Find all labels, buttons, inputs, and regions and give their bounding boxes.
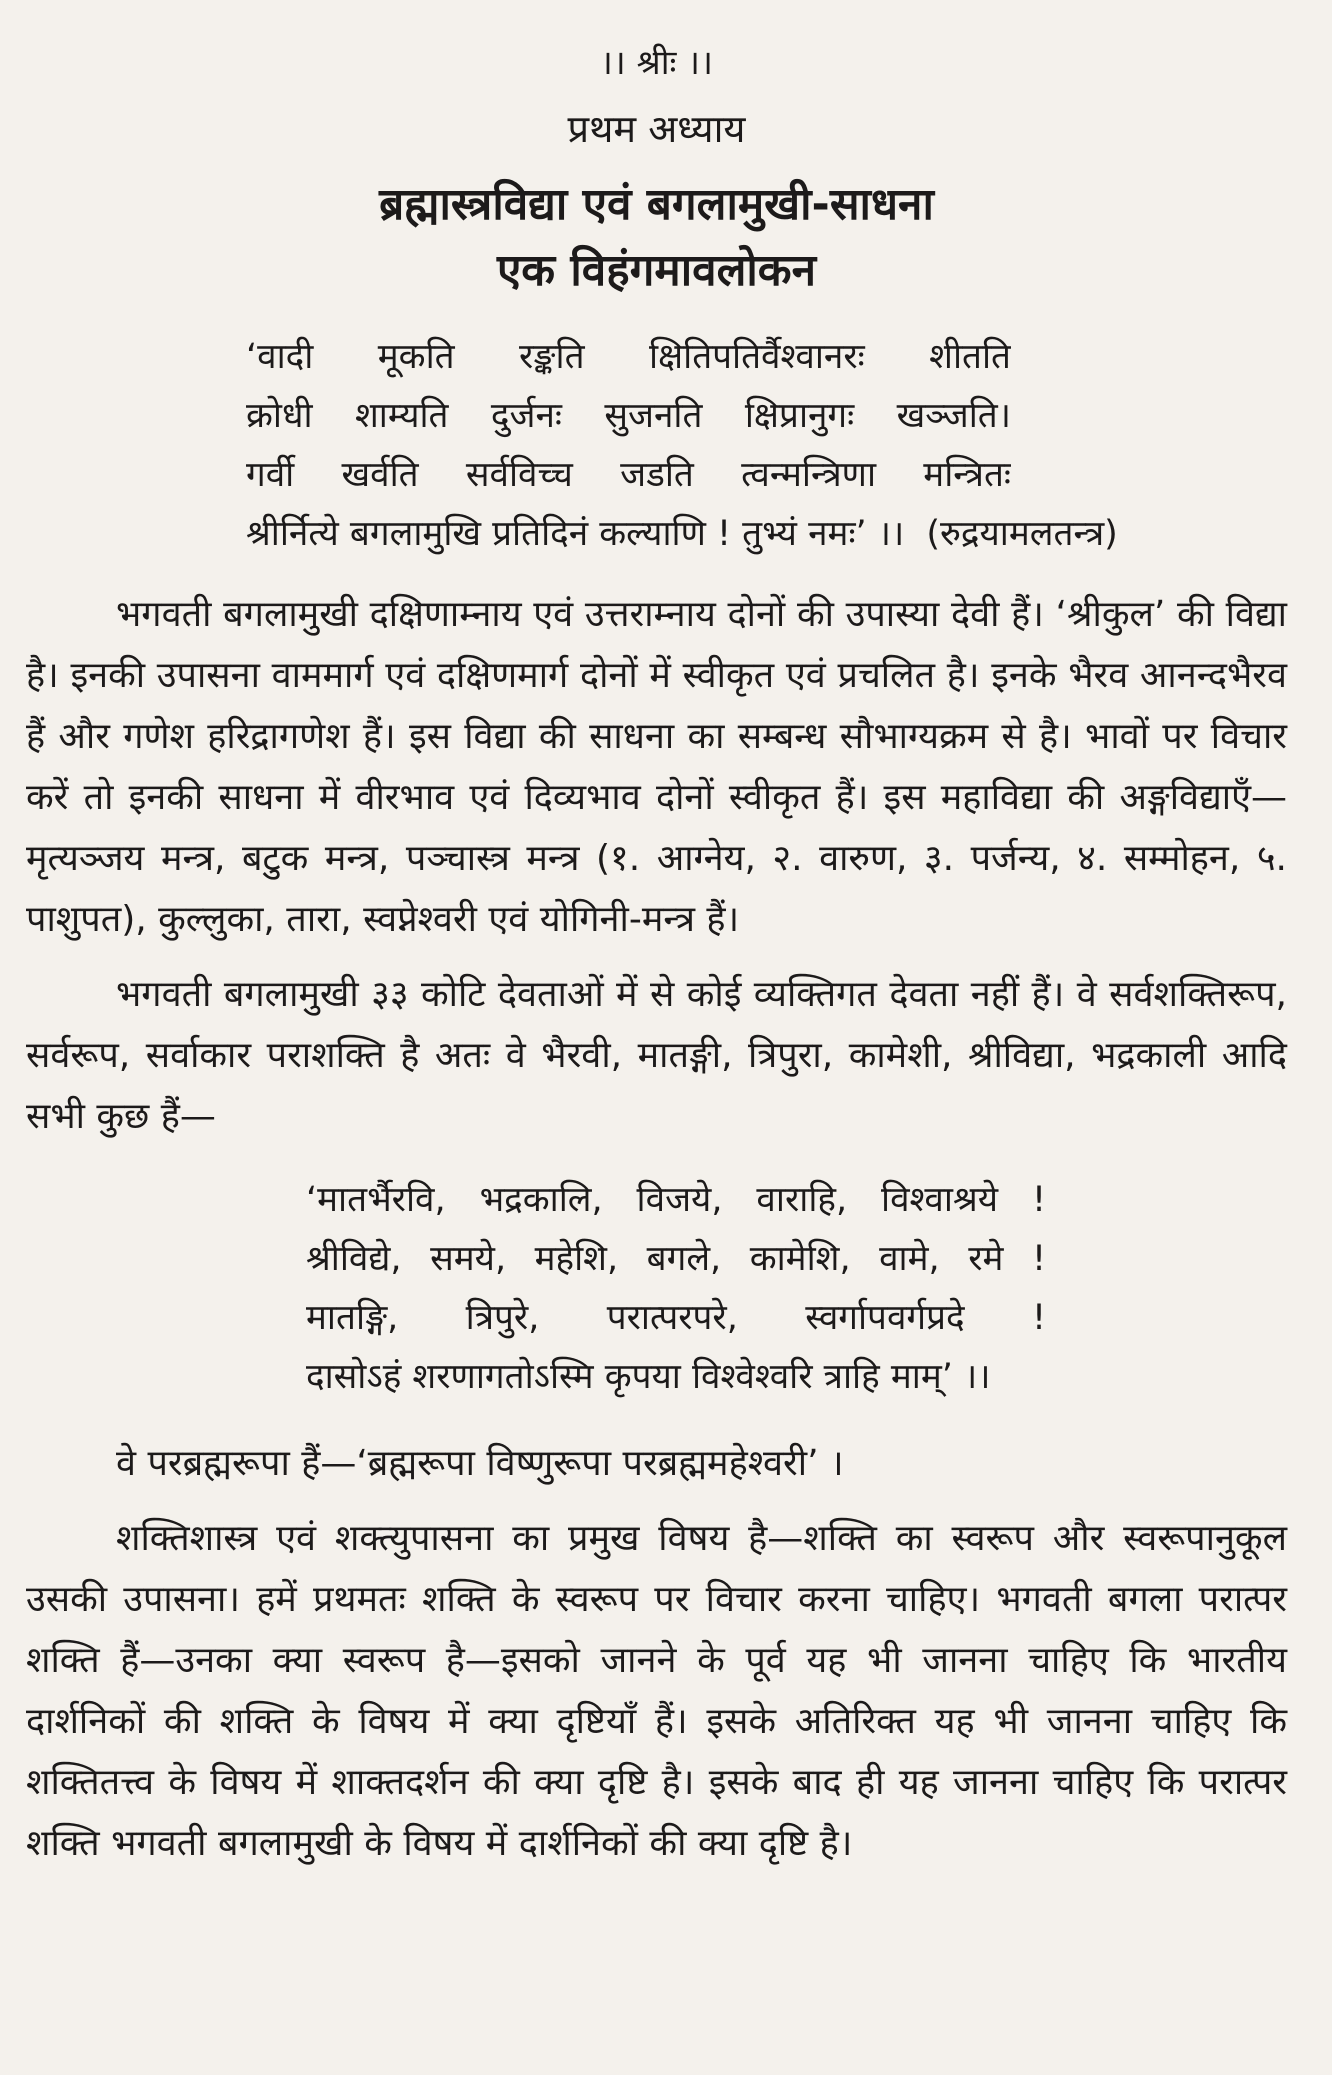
chapter-heading: प्रथम अध्याय [567,107,746,151]
verse-line: श्रीविद्ये, समये, महेशि, बगले, कामेशि, वामे, रमे ! [306,1239,1046,1279]
body-paragraph: भगवती बगलामुखी दक्षिणाम्नाय एवं उत्तराम्नाय दोनों की उपास्या देवी हैं। ‘श्रीकुल’ की विद्या है। इनकी उपासना वाममार्ग एवं दक्षिणमार्ग दोनों में स्वीकृत एवं प्रचलित है। इनके भैरव आनन्दभैरव हैं और गणेश हरिद्रागणेश हैं। इस विद्या की साधना का सम्बन्ध सौभाग्यक्रम से है। भावों पर विचार करें तो इनकी साधना में वीरभाव एवं दिव्यभाव दोनों स्वीकृत हैं। इस महाविद्या की अङ्गविद्याएँ—मृत्यञ्जय मन्त्र, बटुक मन्त्र, पञ्चास्त्र मन्त्र (१. आग्नेय, २. वारुण, ३. पर्जन्य, ४. सम्मोहन, ५. पाशुपत), कुल्लुका, तारा, स्वप्नेश्वरी एवं योगिनी-मन्त्र हैं। [26,594,1287,940]
praise-verse [26,1171,1287,1407]
verse-line: ‘वादी मूकति रङ्कति क्षितिपतिर्वैश्वानरः शीतति [246,337,1011,377]
verse-line: ‘मातर्भैरवि, भद्रकालि, विजये, वाराहि, विश्वाश्रये ! [306,1180,1046,1220]
body-paragraph: भगवती बगलामुखी ३३ कोटि देवताओं में से कोई व्यक्तिगत देवता नहीं हैं। वे सर्वशक्तिरूप, सर्वरूप, सर्वाकार पराशक्ति है अतः वे भैरवी, मातङ्गी, त्रिपुरा, कामेशी, श्रीविद्या, भद्रकाली आदि सभी कुछ हैं— [26,974,1287,1137]
verse-line: गर्वी खर्वति सर्वविच्च जडति त्वन्मन्त्रिणा मन्त्रितः [246,455,1011,495]
verse-line: क्रोधी शाम्यति दुर्जनः सुजनति क्षिप्रानुगः खञ्जति। [246,396,1011,436]
title-line-2: एक विहंगमावलोकन [496,245,817,296]
opening-verse [26,328,1287,564]
verse-line: दासोऽहं शरणागतोऽस्मि कृपया विश्वेश्वरि त्राहि माम्’ ।। [306,1357,991,1397]
body-paragraph: शक्तिशास्त्र एवं शक्त्युपासना का प्रमुख विषय है—शक्ति का स्वरूप और स्वरूपानुकूल उसकी उपासना। हमें प्रथमतः शक्ति के स्वरूप पर विचार करना चाहिए। भगवती बगला परात्पर शक्ति हैं—उनका क्या स्वरूप है—इसको जानने के पूर्व यह भी जानना चाहिए कि भारतीय दार्शनिकों की शक्ति के विषय में क्या दृष्टियाँ हैं। इसके अतिरिक्त यह भी जानना चाहिए कि शक्तितत्त्व के विषय में शाक्तदर्शन की क्या दृष्टि है। इसके बाद ही यह जानना चाहिए कि परात्पर शक्ति भगवती बगलामुखी के विषय में दार्शनिकों की क्या दृष्टि है। [26,1518,1287,1864]
verse-line: श्रीर्नित्ये बगलामुखि प्रतिदिनं कल्याणि ! तुभ्यं नमः’ ।। [246,514,905,554]
body-paragraph: वे परब्रह्मरूपा हैं—‘ब्रह्मरूपा विष्णुरूपा परब्रह्ममहेश्वरी’ । [116,1443,844,1484]
verse-line-with-source [246,505,1286,564]
invocation: ।। श्रीः ।। [600,43,713,83]
title-line-1: ब्रह्मास्त्रविद्या एवं बगलामुखी-साधना [379,179,934,230]
chapter-title [26,172,1287,304]
verse-source: (रुद्रयामलतन्त्र) [926,514,1118,554]
verse-line: मातङ्गि, त्रिपुरे, परात्परपरे, स्वर्गापवर्गप्रदे ! [306,1298,1046,1338]
